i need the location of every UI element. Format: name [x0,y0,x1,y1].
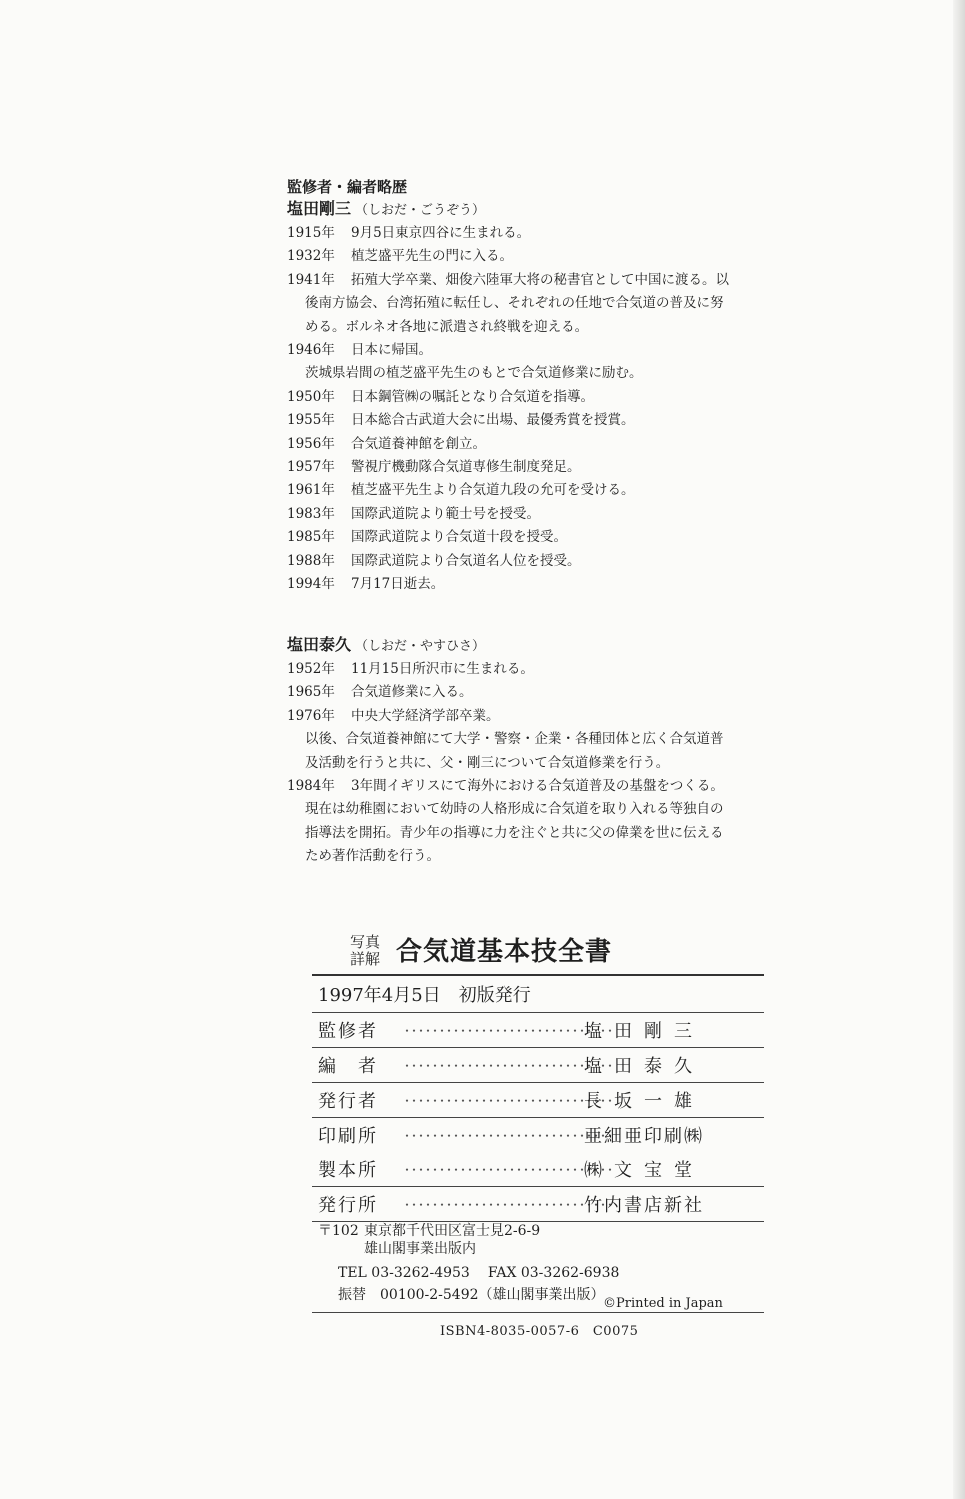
colophon-row [312,1187,764,1221]
title-prefix-2: 詳解 [350,950,381,968]
bio-entry [287,822,807,845]
bio-entry-text: 茨城県岩間の植芝盛平先生のもとで合気道修業に励む。 [305,365,643,382]
bio-entry [287,269,807,292]
biography-section-2 [287,634,807,869]
fax-number: FAX 03-3262-6938 [487,1265,620,1281]
bio-entry [287,409,807,432]
bio-entry [287,339,807,362]
colophon-row [312,1118,764,1152]
person2-kana: （しおだ・やすひさ） [355,639,486,654]
bio-entry-year: 1994年 [287,576,335,593]
leader-dots: ･･････････････････････････････ [404,1058,615,1073]
bio-entry [287,386,807,409]
colophon-label: 発行者 [318,1091,378,1112]
bio-entry-year: 1950年 [287,388,335,405]
bio-entry-text: 拓殖大学卒業、畑俊六陸軍大将の秘書官として中国に渡る。以 [351,271,729,288]
bio-entry [287,681,807,704]
colophon-row [312,1083,764,1117]
bio-entry [287,705,807,728]
bio-entry [287,245,807,268]
bio-entry-year: 1965年 [287,684,335,701]
person1-header [287,198,807,222]
colophon-value: 亜細亜印刷㈱ [584,1126,704,1147]
bio-entry-text: 植芝盛平先生より合気道九段の允可を受ける。 [351,482,635,499]
leader-dots: ･･････････････････････････････ [404,1128,615,1143]
person2-name: 塩田泰久 [287,635,352,654]
publication-date: 1997年4月5日 [318,985,441,1006]
person1-entries [287,222,807,597]
bio-entry-year: 1915年 [287,225,335,241]
bio-entry [287,573,807,596]
bio-entry [287,798,807,821]
bio-entry-text: 指導法を開拓。青少年の指導に力を注ぐと共に父の偉業を世に伝える [305,824,724,841]
leader-dots: ･･････････････････････････････ [404,1162,615,1177]
bio-entry-text: 国際武道院より範士号を授受。 [351,505,540,522]
publisher-address [312,1222,764,1258]
bio-entry-text: 国際武道院より合気道名人位を授受。 [351,552,581,569]
bio-entry-text: 3年間イギリスにて海外における合気道普及の基盤をつくる。 [351,778,724,795]
bio-entry [287,503,807,526]
person1-name: 塩田剛三 [287,199,352,218]
page-edge-shadow [953,0,965,1499]
colophon-value: 塩田剛三 [584,1021,704,1042]
bio-entry [287,775,807,798]
bio-entry-text: 中央大学経済学部卒業。 [351,707,500,724]
bio-entry [287,316,807,339]
tel-number: TEL 03-3262-4953 [338,1265,470,1281]
bio-entry-text: 合気道修業に入る。 [351,684,473,701]
isbn: ISBN4-8035-0057-6 C0075 [440,1324,639,1339]
bio-entry [287,433,807,456]
address-line: 東京都千代田区富士見2-6-9 [364,1223,541,1239]
bio-entry-year: 1946年 [287,342,335,359]
book-title: 合気道基本技全書 [396,937,613,967]
bio-entry-text: 11月15日所沢市に生まれる。 [351,661,534,677]
bio-entry-year: 1976年 [287,707,335,724]
publication-date-row [312,976,764,1012]
biography-section [287,176,807,597]
bio-entry-year: 1961年 [287,482,335,499]
colophon-value: 塩田泰久 [584,1056,704,1077]
colophon-row [312,1048,764,1082]
biography-heading: 監修者・編者略歴 [287,178,408,196]
bio-entry [287,658,807,681]
colophon-label: 発行所 [318,1195,378,1216]
bio-entry [287,222,807,245]
bio-entry [287,752,807,775]
colophon-row [312,1152,764,1186]
bio-entry-text: 及活動を行うと共に、父・剛三について合気道修業を行う。 [305,754,670,771]
bio-entry [287,479,807,502]
colophon-value: 竹内書店新社 [584,1195,704,1216]
book-title-block [312,926,764,968]
bio-entry-year: 1956年 [287,435,335,452]
leader-dots: ･･････････････････････････････ [404,1023,615,1038]
contact-row [312,1262,764,1284]
bio-entry-text: 現在は幼稚園において幼時の人格形成に合気道を取り入れる等独自の [305,801,724,818]
edition-label: 初版発行 [458,985,531,1006]
address-line-2: 雄山閣事業出版内 [364,1241,476,1257]
bio-entry-year: 1955年 [287,412,335,429]
bio-entry-year: 1988年 [287,552,335,569]
bio-entry-year: 1983年 [287,505,335,522]
person1-kana: （しおだ・ごうぞう） [355,203,486,218]
colophon-label: 印刷所 [318,1126,378,1147]
leader-dots: ･･････････････････････････････ [404,1093,615,1108]
bio-entry-year: 1984年 [287,778,335,795]
bio-entry [287,292,807,315]
person2-entries [287,658,807,869]
bio-entry-text: 7月17日逝去。 [351,576,445,593]
colophon-value: 長坂一雄 [584,1091,704,1112]
bio-entry [287,362,807,385]
colophon-label: 監修者 [318,1021,378,1042]
bio-entry [287,456,807,479]
bio-entry-text: ため著作活動を行う。 [305,848,440,865]
bio-entry-year: 1932年 [287,248,335,265]
colophon [312,926,764,1313]
colophon-value: ㈱文宝堂 [584,1160,704,1181]
bio-entry-text: 後南方協会、台湾拓殖に転任し、それぞれの任地で合気道の普及に努 [305,295,724,312]
bio-entry-year: 1941年 [287,271,335,288]
bio-entry [287,845,807,868]
bio-entry [287,550,807,573]
zip-code: 〒102 [318,1223,359,1239]
bio-entry-text: 日本総合古武道大会に出場、最優秀賞を授賞。 [351,412,635,429]
bio-entry-year: 1952年 [287,661,335,677]
colophon-label: 編 者 [318,1056,378,1077]
bio-entry-text: 国際武道院より合気道十段を授受。 [351,529,567,546]
person2-header [287,634,807,658]
bio-entry-text: める。ボルネオ各地に派遣され終戦を迎える。 [305,318,589,335]
title-prefix [350,934,396,968]
leader-dots: ･･････････････････････････････ [404,1197,615,1212]
bio-entry-text: 9月5日東京四谷に生まれる。 [351,225,531,241]
bio-entry-text: 合気道養神館を創立。 [351,435,486,452]
bio-entry-year: 1985年 [287,529,335,546]
title-prefix-1: 写真 [350,933,381,951]
bio-entry [287,728,807,751]
bio-entry-text: 植芝盛平先生の門に入る。 [351,248,513,265]
furikae-account: 振替 00100-2-5492（雄山閣事業出版） [338,1287,605,1303]
bio-entry-year: 1957年 [287,459,335,476]
bio-entry [287,526,807,549]
bio-entry-text: 日本に帰国。 [351,342,432,359]
colophon-rows [312,1013,764,1222]
bottom-rule [312,1312,764,1313]
bio-entry-text: 警視庁機動隊合気道専修生制度発足。 [351,459,581,476]
colophon-row [312,1013,764,1047]
printed-in-japan: ©Printed in Japan [603,1296,723,1311]
bio-entry-text: 日本鋼管㈱の嘱託となり合気道を指導。 [351,388,594,405]
colophon-label: 製本所 [318,1160,378,1181]
bio-entry-text: 以後、合気道養神館にて大学・警察・企業・各種団体と広く合気道普 [305,731,724,748]
